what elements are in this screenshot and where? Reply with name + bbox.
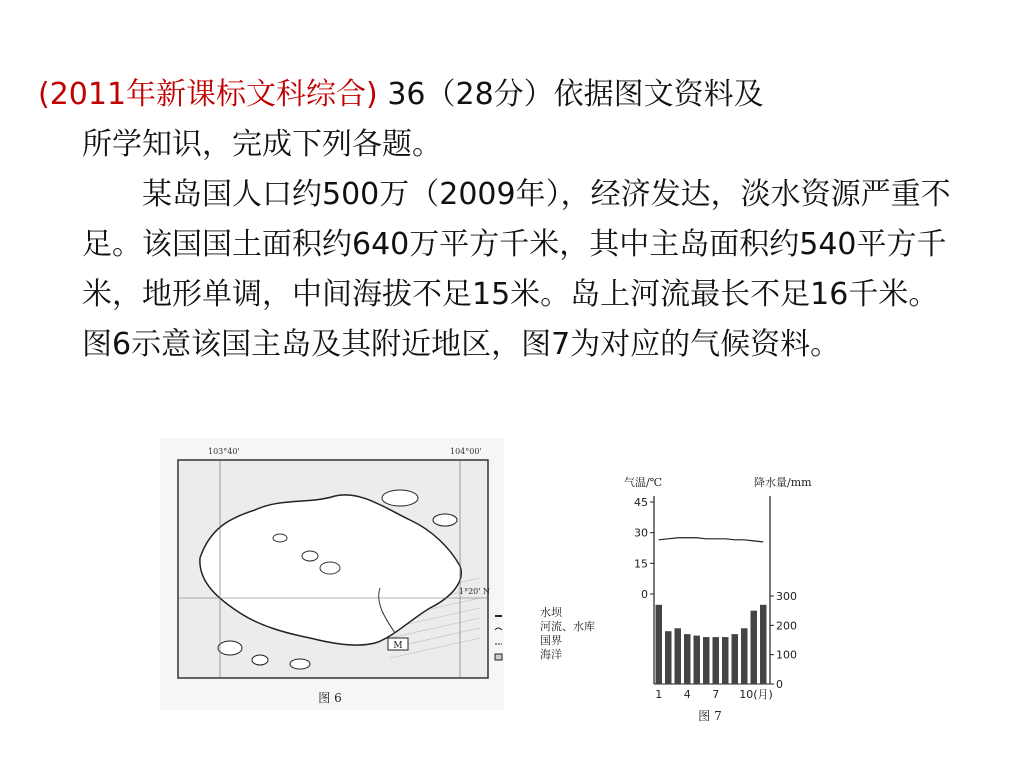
legend-border: 国界 xyxy=(540,634,562,647)
fig7-caption: 图 7 xyxy=(698,709,722,723)
paragraph-text: 某岛国人口约500万（2009年），经济发达，淡水资源严重不足。该国国土面积约640万平方千米，其中主岛面积约540平方千米，地形单调，中间海拔不足15米。岛上河流最长不足16千米。图6示意该国主岛及其附近地区，图7为对应的气候资料。 xyxy=(82,177,951,362)
legend-ocean: 海洋 xyxy=(540,648,562,661)
precip-bar xyxy=(703,637,710,684)
precip-tick-label: 300 xyxy=(776,590,797,603)
figure7-climate-chart xyxy=(620,466,836,728)
x-tick-label: 1 xyxy=(655,688,663,701)
precip-bar xyxy=(656,605,663,684)
temp-tick-label: 45 xyxy=(634,496,648,509)
precip-tick-label: 200 xyxy=(776,619,797,633)
temp-axis-label: 气温/℃ xyxy=(624,476,663,489)
precip-bar xyxy=(760,605,767,684)
legend-dam: 水坝 xyxy=(540,606,562,619)
temp-tick-label: 15 xyxy=(634,557,648,571)
precip-tick-label: 0 xyxy=(776,678,783,691)
precip-tick-label: 100 xyxy=(776,648,797,662)
lon-right-label: 104°00' xyxy=(450,447,482,456)
x-tick-label: 7 xyxy=(712,688,720,701)
precip-bar xyxy=(722,637,729,684)
figure6-map xyxy=(160,438,504,710)
question-number: 36（28分）依据图文资料及 xyxy=(387,77,764,112)
legend-river: 河流、水库 xyxy=(540,620,595,633)
precip-bar xyxy=(694,636,701,684)
ocean-icon xyxy=(495,654,502,660)
temp-tick-label: 30 xyxy=(634,526,648,540)
x-tick-label: 10(月) xyxy=(739,688,773,701)
marker-m: M xyxy=(393,641,403,651)
precip-bar xyxy=(665,631,672,684)
x-tick-label: 4 xyxy=(683,688,691,701)
fig6-caption: 图 6 xyxy=(318,691,342,705)
temp-tick-label: 0 xyxy=(641,588,648,601)
map-legend-labels xyxy=(540,606,595,662)
question-line2: 所学知识，完成下列各题。 xyxy=(82,127,442,162)
precip-bar xyxy=(732,634,739,684)
precip-bar xyxy=(713,637,720,684)
lat-label: 1°20' N xyxy=(458,587,490,596)
slide-text xyxy=(38,70,968,370)
lon-left-label: 103°40' xyxy=(208,447,240,456)
precip-axis-label: 降水量/mm xyxy=(754,476,812,489)
precip-bar xyxy=(684,634,691,684)
question-source: (2011年新课标文科综合) xyxy=(38,77,378,112)
question-header xyxy=(38,70,968,170)
precip-bar xyxy=(675,628,682,684)
precip-bar xyxy=(741,628,748,684)
precip-bar xyxy=(751,611,758,684)
